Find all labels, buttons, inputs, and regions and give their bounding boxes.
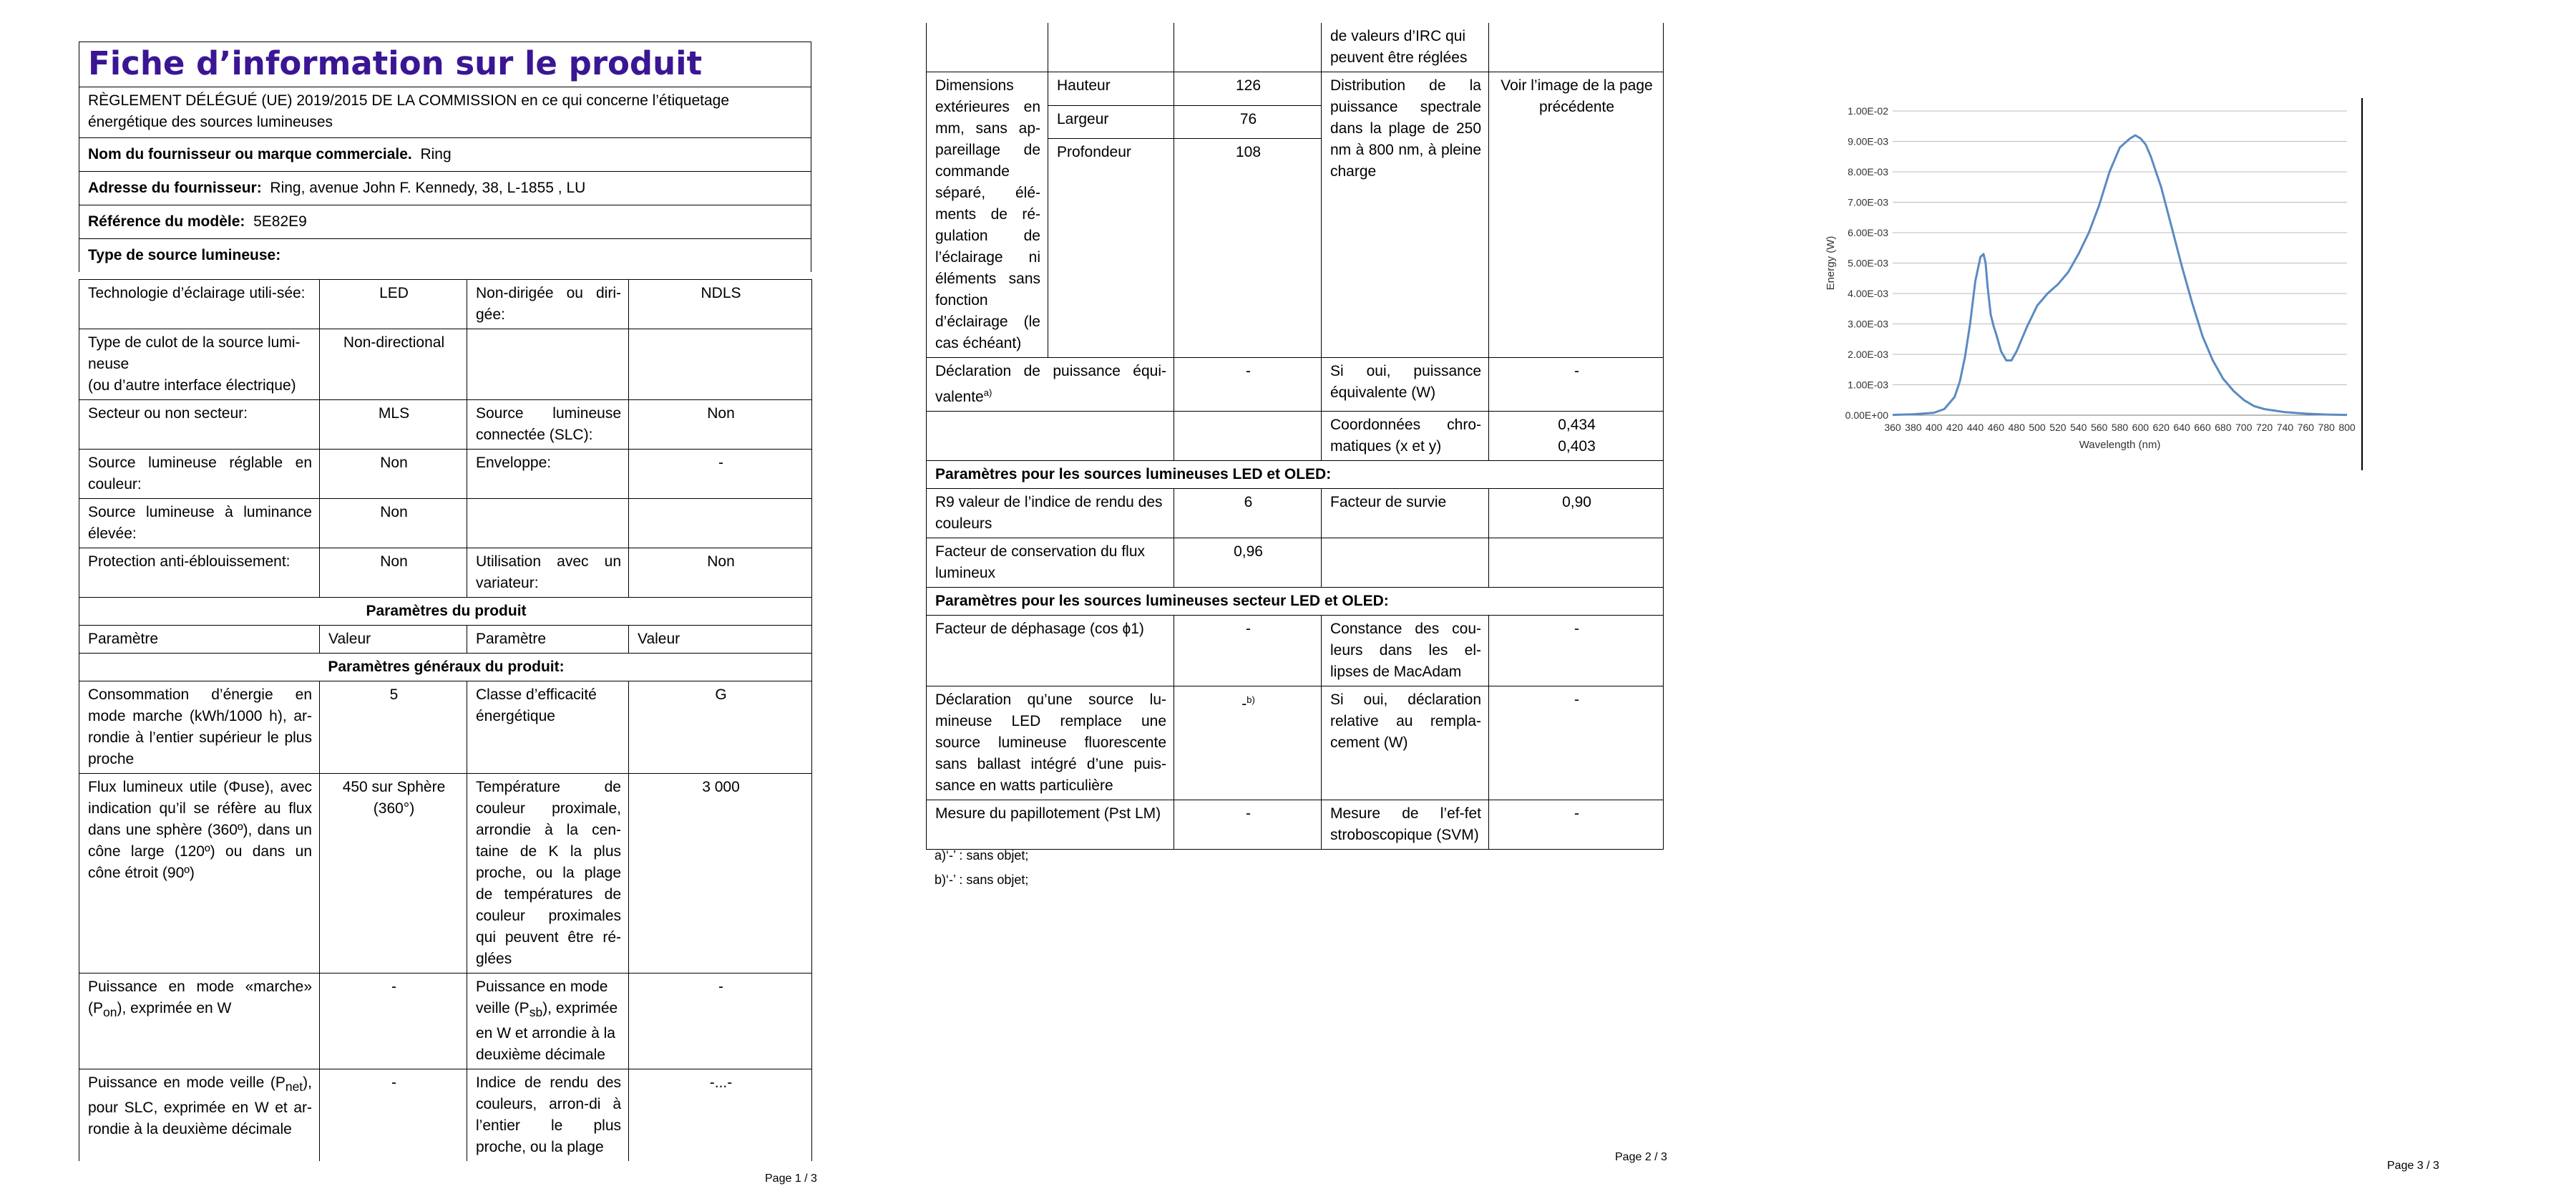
tech-value: LED [320,280,467,329]
x-tick-label: 740 [2276,422,2294,433]
table-row [79,1069,812,1162]
connected-label: Source lumineuse connectée (SLC): [467,400,629,450]
x-tick-label: 540 [2070,422,2087,433]
high-luminance-label: Source lumineuse à luminance élevée: [79,499,320,548]
address-label: Adresse du fournisseur: [88,179,262,196]
empty-cell [629,329,812,400]
chart-frame-line [2361,98,2363,470]
col-header-param: Paramètre [467,626,629,654]
equivalent-label [927,358,1174,412]
envelope-label: Enveloppe: [467,450,629,499]
chromaticity-value [1489,412,1664,461]
dimensions-label: Dimensions extérieures en mm, sans ap-pareillage de commande séparé, élé-ments de ré-gulation de l’éclairage ni éléments sans fonction d’éclairage (le cas échéant) [927,72,1048,358]
cri-label: Indice de rendu des couleurs, arron-di à l’entier le plus proche, ou la plage [467,1069,629,1162]
efficiency-class-label: Classe d’efficacité énergétique [467,681,629,774]
table-row [79,626,812,654]
flicker-label: Mesure du papillotement (Pst LM) [927,800,1174,850]
pon-label-text: ), exprimée en W [117,1000,232,1016]
x-tick-label: 580 [2111,422,2129,433]
pon-subscript: on [103,1005,117,1020]
source-type-row [79,238,811,272]
y-tick-label: 8.00E-03 [1848,166,1888,178]
empty-cell [629,499,812,548]
colour-tunable-value: Non [320,450,467,499]
colour-consistency-value: - [1489,616,1664,686]
cap-label-line-2: (ou d’autre interface électrique) [88,377,296,394]
psb-label [467,974,629,1069]
displacement-label: Facteur de déphasage (cos ϕ1) [927,616,1174,686]
y-tick-label: 5.00E-03 [1848,257,1888,269]
supplier-value: Ring [420,145,452,162]
cap-value: Non-directional [320,329,467,400]
flicker-value: - [1174,800,1322,850]
model-label: Référence du modèle: [88,213,245,230]
empty-cell [1322,538,1489,588]
x-tick-label: 360 [1884,422,1901,433]
table-row [79,548,812,598]
connected-value: Non [629,400,812,450]
y-tick-label: 1.00E-02 [1848,105,1888,117]
spectral-value: Voir l’image de la page précédente [1489,72,1664,358]
high-luminance-value: Non [320,499,467,548]
col-header-value: Valeur [320,626,467,654]
mains-led-params-heading: Paramètres pour les sources lumineuses secteur LED et OLED: [927,588,1664,616]
table-row [79,280,812,329]
equivalent-label-text: Déclaration de puissance équi-valente [935,363,1166,405]
regulation-text: RÈGLEMENT DÉLÉGUÉ (UE) 2019/2015 DE LA COMMISSION en ce qui concerne l’étiquetage énergétique des sources lumineuses [79,87,811,137]
y-tick-label: 2.00E-03 [1848,349,1888,360]
y-tick-label: 7.00E-03 [1848,196,1888,208]
supplier-label: Nom du fournisseur ou marque commerciale. [88,145,412,162]
x-tick-label: 640 [2173,422,2190,433]
pnet-label [79,1069,320,1162]
page-title: Fiche d’information sur le produit [88,44,703,82]
psb-subscript: sb [529,1005,543,1020]
footnotes [935,843,1028,892]
cri-continued: de valeurs d’IRC qui peuvent être réglées [1322,23,1489,72]
table-row [927,616,1664,686]
mains-label: Secteur ou non secteur: [79,400,320,450]
psb-value: - [629,974,812,1069]
table-row [927,358,1664,412]
empty-cell [1489,23,1664,72]
table-row [927,461,1664,489]
replacement-power-label: Si oui, déclaration relative au rempla-cement (W) [1322,686,1489,800]
psb-label-text: Puissance en mode veille (P [476,979,608,1016]
product-table [79,279,812,1161]
replacement-label: Déclaration qu’une source lu-mineuse LED remplace une source lumineuse fluorescente sans ballast intégré d’une puis-sance en watts particulière [927,686,1174,800]
chromaticity-x: 0,434 [1558,417,1596,433]
directional-value: NDLS [629,280,812,329]
energy-value: 5 [320,681,467,774]
address-value: Ring, avenue John F. Kennedy, 38, L-1855 , LU [270,179,586,196]
empty-cell [1174,412,1322,461]
table-row [79,329,812,400]
y-axis-label: Energy (W) [1825,236,1837,291]
displacement-value: - [1174,616,1322,686]
address-row [79,171,811,205]
empty-cell [1174,23,1322,72]
pon-value: - [320,974,467,1069]
width-value: 76 [1174,105,1322,139]
pnet-value: - [320,1069,467,1162]
x-tick-label: 660 [2194,422,2211,433]
empty-cell [1489,538,1664,588]
x-tick-label: 520 [2049,422,2067,433]
cct-value: 3 000 [629,774,812,974]
spectral-chart [1814,97,2365,476]
r9-label: R9 valeur de l’indice de rendu des couleurs [927,489,1174,538]
empty-cell [467,329,629,400]
page-number: Page 1 / 3 [765,1173,817,1185]
envelope-value: - [629,450,812,499]
x-tick-label: 440 [1966,422,1984,433]
y-tick-label: 6.00E-03 [1848,227,1888,238]
x-tick-label: 560 [2090,422,2108,433]
dimmable-value: Non [629,548,812,598]
equivalent-power-label: Si oui, puissance équivalente (W) [1322,358,1489,412]
x-tick-label: 620 [2152,422,2170,433]
colour-tunable-label: Source lumineuse réglable en couleur: [79,450,320,499]
table-row [79,681,812,774]
x-tick-label: 400 [1926,422,1943,433]
directional-label: Non-dirigée ou diri-gée: [467,280,629,329]
x-tick-label: 800 [2338,422,2356,433]
table-row [79,974,812,1069]
y-tick-label: 0.00E+00 [1845,409,1888,421]
model-value: 5E82E9 [253,213,307,230]
pon-label-text: Puissance en mode «marche» (P [88,979,312,1016]
x-tick-label: 720 [2255,422,2273,433]
pnet-subscript: net [285,1079,303,1094]
product-header [79,42,811,272]
pnet-label-text: ), pour SLC, exprimée en W et ar-rondie à la deuxième décimale [88,1074,312,1138]
empty-cell [1174,172,1322,358]
x-tick-label: 760 [2297,422,2314,433]
x-tick-label: 420 [1946,422,1963,433]
replacement-value-text: - [1241,696,1247,712]
cap-label [79,329,320,400]
equivalent-power-value: - [1489,358,1664,412]
equivalent-value: - [1174,358,1322,412]
lumen-maintenance-label: Facteur de conservation du flux lumineux [927,538,1174,588]
depth-label: Profondeur [1048,139,1174,172]
table-row [927,800,1664,850]
empty-cell [1048,23,1174,72]
depth-value: 108 [1174,139,1322,172]
table-row [79,450,812,499]
empty-cell [1048,172,1174,358]
x-tick-label: 460 [1987,422,2004,433]
x-tick-label: 680 [2215,422,2232,433]
replacement-value [1174,686,1322,800]
survival-value: 0,90 [1489,489,1664,538]
tech-label: Technologie d’éclairage utili-sée: [79,280,320,329]
efficiency-class-value: G [629,681,812,774]
footnote-a: a)‘-’ : sans objet; [935,848,1029,863]
table-row [79,499,812,548]
y-tick-label: 3.00E-03 [1848,318,1888,330]
led-params-heading: Paramètres pour les sources lumineuses LED et OLED: [927,461,1664,489]
width-label: Largeur [1048,105,1174,139]
glare-value: Non [320,548,467,598]
dimmable-label: Utilisation avec un variateur: [467,548,629,598]
x-tick-label: 500 [2029,422,2046,433]
stroboscopic-label: Mesure de l’ef-fet stroboscopique (SVM) [1322,800,1489,850]
series-line [1893,135,2347,415]
x-axis-label: Wavelength (nm) [2079,439,2161,451]
chromaticity-y: 0,403 [1558,438,1596,455]
table-row [79,774,812,974]
page-1 [0,0,852,1204]
replacement-power-value: - [1489,686,1664,800]
x-tick-label: 780 [2318,422,2335,433]
col-header-value: Valeur [629,626,812,654]
survival-label: Facteur de survie [1322,489,1489,538]
pnet-label-text: Puissance en mode veille (P [88,1074,286,1092]
page-number: Page 2 / 3 [1615,1151,1667,1163]
stroboscopic-value: - [1489,800,1664,850]
footnote-b: b)‘-’ : sans objet; [935,873,1029,887]
r9-value: 6 [1174,489,1322,538]
empty-cell [927,412,1174,461]
table-row [79,400,812,450]
spectral-chart-svg [1814,97,2365,476]
table-row [927,588,1664,616]
table-row [927,412,1664,461]
table-row [79,654,812,681]
product-params-heading: Paramètres du produit [79,598,812,626]
cct-label: Température de couleur proximale, arrondie à la cen-taine de K la plus proche, ou la plage de températures de couleur proximales qui peuvent être ré-glées [467,774,629,974]
table-row [927,23,1664,72]
supplier-row [79,137,811,171]
height-label: Hauteur [1048,72,1174,106]
flux-label: Flux lumineux utile (Φuse), avec indication qu’il se réfère au flux dans une sphère (360º), dans un cône large (120º) ou dans un cône étroit (90º) [79,774,320,974]
mains-value: MLS [320,400,467,450]
y-tick-label: 9.00E-03 [1848,135,1888,147]
page-number: Page 3 / 3 [2387,1160,2439,1172]
height-value: 126 [1174,72,1322,106]
footnote-marker-a: a) [983,387,992,398]
pon-label [79,974,320,1069]
footnote-marker-b: b) [1246,694,1255,705]
x-tick-label: 700 [2235,422,2253,433]
col-header-param: Paramètre [79,626,320,654]
product-table-continued [926,23,1664,850]
psb-label-text: ), exprimée en W et arrondie à la deuxième décimale [476,1000,618,1064]
table-row [927,686,1664,800]
cap-label-line-1: Type de culot de la source lumi-neuse [88,334,301,372]
empty-cell [467,499,629,548]
cri-value: -...- [629,1069,812,1162]
lumen-maintenance-value: 0,96 [1174,538,1322,588]
general-params-heading: Paramètres généraux du produit: [79,654,812,681]
chromaticity-label: Coordonnées chro-matiques (x et y) [1322,412,1489,461]
table-row [927,72,1664,106]
flux-value: 450 sur Sphère (360°) [320,774,467,974]
x-tick-label: 480 [2008,422,2025,433]
table-row [927,538,1664,588]
table-row [79,598,812,626]
glare-label: Protection anti-éblouissement: [79,548,320,598]
colour-consistency-label: Constance des cou-leurs dans les el-lipses de MacAdam [1322,616,1489,686]
energy-label: Consommation d’énergie en mode marche (kWh/1000 h), ar-rondie à l’entier supérieur le plus proche [79,681,320,774]
empty-cell [927,23,1048,72]
model-row [79,205,811,238]
x-tick-label: 600 [2132,422,2150,433]
source-type-label: Type de source lumineuse: [88,246,281,263]
spectral-label: Distribution de la puissance spectrale dans la plage de 250 nm à 800 nm, à pleine charge [1322,72,1489,358]
y-tick-label: 4.00E-03 [1848,288,1888,299]
y-tick-label: 1.00E-03 [1848,379,1888,391]
x-tick-label: 380 [1905,422,1922,433]
table-row [927,489,1664,538]
